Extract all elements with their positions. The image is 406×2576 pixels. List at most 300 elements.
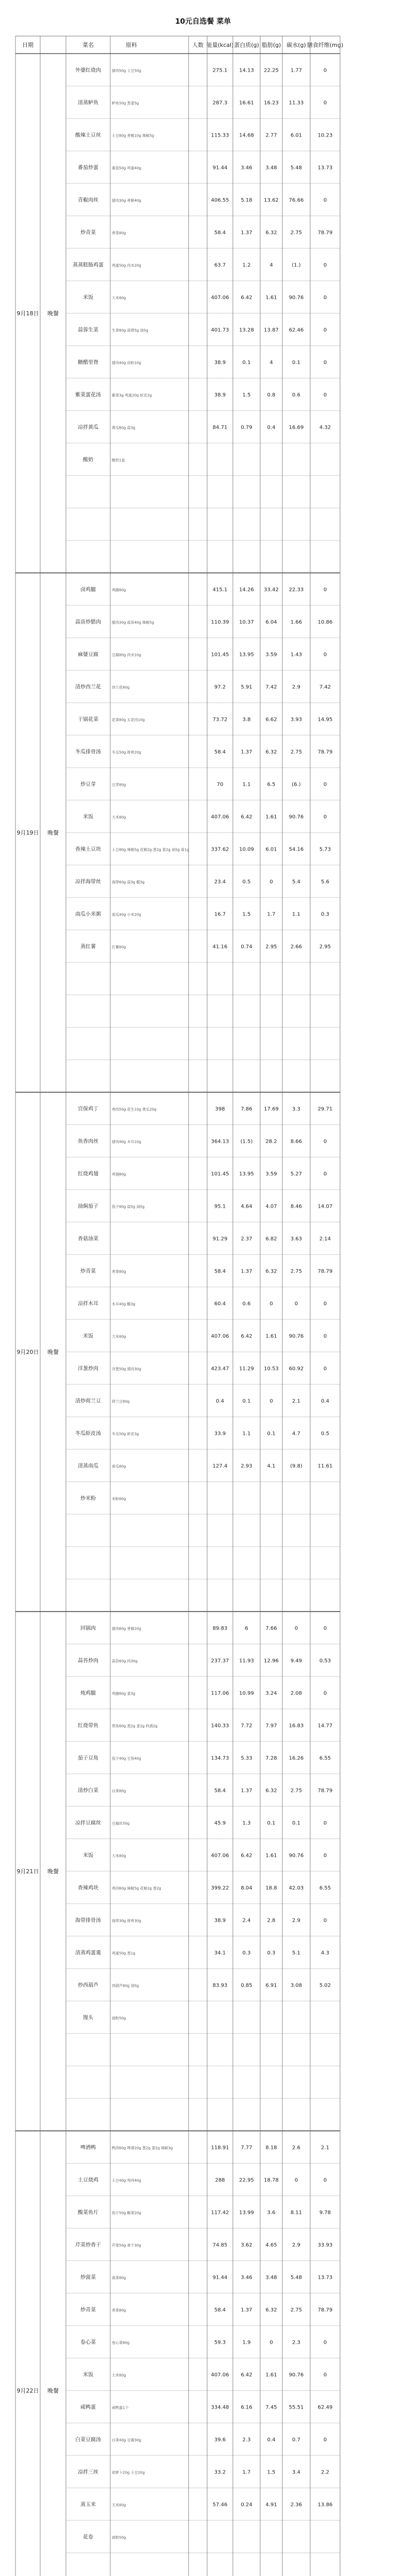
dish-ingredients: 鲈鱼50g 葱姜5g	[112, 101, 139, 106]
dish-fat: 6.82	[265, 1236, 277, 1242]
header-row	[22, 41, 343, 48]
dish-energy: 134.73	[211, 1755, 229, 1761]
dish-fiber: 78.79	[317, 230, 333, 236]
dish-energy: 38.9	[214, 360, 226, 366]
dish-ingredients: 大米80g	[112, 815, 126, 820]
dish-carb: 16.69	[289, 425, 304, 431]
dish-fiber: 5.02	[319, 1982, 331, 1989]
dish-protein: 0.1	[242, 360, 251, 366]
dish-fiber: 14.07	[317, 1204, 333, 1210]
dish-carb: 3.08	[290, 1982, 302, 1989]
dish-ingredients: 海带30g 排骨30g	[112, 1919, 141, 1923]
dish-name: 炒豆芽	[80, 782, 96, 788]
dish-fat: 0.1	[267, 1820, 276, 1826]
dish-name: 啤酒鸭	[80, 2145, 96, 2151]
dish-name: 蒜蓉生菜	[78, 327, 98, 333]
dish-fiber: 5.73	[319, 846, 331, 853]
dish-energy: 407.06	[211, 1853, 229, 1859]
dish-ingredients: 白菜80g	[112, 1789, 126, 1793]
dish-ingredients: 豆腐丝50g	[112, 1821, 130, 1826]
dish-protein: 11.29	[239, 1366, 254, 1372]
col-fiber-header: 膳食纤维(mg)	[307, 42, 344, 48]
dish-ingredients: 海带60g 蒜3g 醋3g	[112, 880, 145, 885]
dish-fiber: 6.55	[319, 1885, 331, 1891]
dish-name: 炒青菜	[80, 1268, 96, 1275]
dish-fiber: 13.86	[317, 2502, 333, 2508]
dish-energy: 33.9	[214, 1431, 226, 1437]
day-date: 9月19日	[16, 829, 39, 836]
dish-carb: 90.76	[289, 295, 304, 301]
dish-fiber: 33.93	[317, 2242, 333, 2248]
dish-fat: 2.77	[265, 132, 277, 139]
dish-name: 炖鸡腿	[80, 1690, 96, 1697]
dish-carb: 62.46	[289, 327, 304, 333]
dish-ingredients: 黄瓜60g 蒜3g	[112, 426, 136, 430]
dish-carb: 2.1	[292, 1398, 300, 1404]
dish-name: 干锅花菜	[78, 717, 98, 723]
dish-fat: 1.7	[267, 911, 276, 918]
dish-fat: 28.2	[265, 1139, 277, 1145]
dish-name: 米饭	[83, 1333, 93, 1340]
dish-protein: 7.77	[241, 2145, 252, 2151]
dish-fiber: 78.79	[317, 2307, 333, 2313]
dish-ingredients: 面粉50g	[112, 2535, 126, 2540]
dish-fat: 13.62	[264, 197, 279, 204]
dish-carb: 0.7	[292, 2437, 300, 2443]
day-meal: 晚餐	[47, 829, 59, 836]
dish-fat: 2.8	[267, 1918, 276, 1924]
dish-energy: 237.37	[211, 1658, 229, 1664]
dish-energy: 407.06	[211, 1333, 229, 1340]
dish-fat: 1.61	[265, 295, 277, 301]
dish-protein: 1.2	[242, 262, 251, 268]
dish-name: 蒸玉米	[80, 2502, 96, 2508]
dish-name: 米饭	[83, 1853, 93, 1859]
dish-fiber: 0	[323, 2372, 327, 2378]
dish-carb: 54.16	[289, 846, 304, 853]
dish-fat: 6.01	[265, 846, 277, 853]
dish-carb: 5.48	[290, 2275, 302, 2281]
dish-ingredients: 腊肉30g 蒜苗40g 辣椒5g	[112, 620, 155, 625]
dish-name: 白菜豆腐汤	[75, 2437, 101, 2443]
dish-protein: 8.04	[241, 1885, 252, 1891]
dish-fat: 16.23	[264, 100, 279, 106]
dish-carb: 90.76	[289, 814, 304, 820]
dish-ingredients: 鸡蛋50g 葱1g	[112, 1951, 136, 1956]
dish-protein: 3.46	[241, 2275, 252, 2281]
dish-name: 糖醋里脊	[78, 360, 98, 366]
dish-fiber: 29.71	[317, 1106, 333, 1112]
dish-protein: 2.3	[242, 2437, 251, 2443]
dish-fiber: 5.6	[321, 879, 329, 885]
dish-carb: 2.75	[290, 230, 302, 236]
dish-ingredients: 米粉80g	[112, 1497, 126, 1501]
dish-energy: 91.44	[212, 2275, 228, 2281]
dish-name: 清炒荷兰豆	[75, 1398, 101, 1404]
dish-carb: 2.9	[292, 2242, 300, 2248]
dish-carb: 0.1	[292, 1820, 300, 1826]
dish-name: 炒米粉	[80, 1496, 96, 1502]
dish-carb: 1.43	[290, 652, 302, 658]
col-protein-header: 蛋白质(g)	[234, 42, 259, 48]
dish-ingredients: 鸡腿80g 姜3g	[112, 1691, 136, 1696]
dish-name: 清炒西兰花	[75, 684, 101, 690]
dish-name: 咸鸭蛋	[80, 2404, 96, 2411]
dish-carb: 90.76	[289, 2372, 304, 2378]
dish-carb: 8.11	[290, 2210, 302, 2216]
dish-fat: 4.91	[265, 2502, 277, 2508]
dish-carb: 2.66	[290, 944, 302, 950]
dish-fiber: 10.23	[317, 132, 333, 139]
dish-ingredients: 大米80g	[112, 1334, 126, 1339]
dish-fiber: 0.53	[319, 1658, 331, 1664]
dish-name: 炒青菜	[80, 2307, 96, 2313]
dish-fat: 0.1	[267, 1431, 276, 1437]
dish-carb: 3.3	[292, 1106, 300, 1112]
dish-protein: 5.18	[241, 197, 252, 204]
dish-carb: 0.1	[292, 360, 300, 366]
dish-energy: 39.6	[214, 2437, 226, 2443]
dish-protein: 6.42	[241, 1333, 252, 1340]
dish-name: 馒头	[83, 2015, 93, 2021]
dish-ingredients: 生菜80g 蒜蓉5g 油5g	[112, 328, 148, 333]
dish-fiber: 0	[323, 262, 327, 268]
dish-energy: 110.39	[211, 619, 229, 625]
dish-name: 洋葱炒肉	[78, 1366, 98, 1372]
dish-energy: 287.3	[212, 100, 228, 106]
dish-fat: 4.07	[265, 1204, 277, 1210]
dish-energy: 97.2	[214, 684, 226, 690]
dish-energy: 95.1	[214, 1204, 226, 1210]
dish-ingredients: 紫菜3g 鸡蛋20g 虾皮2g	[112, 393, 152, 398]
dish-fiber: 2.2	[321, 2469, 329, 2476]
dish-energy: 16.7	[214, 911, 226, 918]
dish-protein: 4.64	[241, 1204, 252, 1210]
dish-carb: (1.)	[292, 262, 301, 268]
dish-name: 宫保鸡丁	[78, 1106, 98, 1112]
dish-energy: 59.3	[214, 2340, 226, 2346]
dish-name: 香辣土豆块	[75, 846, 101, 853]
dish-protein: (1.5)	[240, 1139, 253, 1145]
dish-carb: (6.)	[292, 782, 301, 788]
dish-protein: 0.6	[242, 1301, 251, 1307]
dish-ingredients: 酸奶1盒	[112, 458, 125, 463]
dish-ingredients: 玉米80g	[112, 2503, 126, 2507]
dish-carb: 2.9	[292, 1918, 300, 1924]
dish-fiber: 0	[323, 1690, 327, 1697]
day-meal: 晚餐	[47, 1868, 59, 1875]
dish-fiber: 0	[323, 392, 327, 398]
dish-ingredients: 土豆80g 辣椒5g 花椒2g 葱2g 姜2g 油5g 盐1g	[112, 848, 190, 852]
dish-fiber: 0	[323, 100, 327, 106]
dish-fat: 0.3	[267, 1950, 276, 1956]
dish-ingredients: 花菜80g 五花肉10g	[112, 718, 145, 722]
dish-ingredients: 洋葱50g 猪肉30g	[112, 1367, 141, 1371]
dish-protein: 1.5	[242, 392, 251, 398]
dish-fiber: 0	[323, 1820, 327, 1826]
dish-carb: 16.26	[289, 1755, 304, 1761]
dish-energy: 127.4	[212, 1463, 228, 1469]
dish-name: 红烧鸡翅	[78, 1171, 98, 1177]
dish-energy: 415.1	[212, 587, 228, 593]
dish-ingredients: 猪肉60g 青椒20g	[112, 1626, 141, 1631]
dish-protein: 1.37	[241, 230, 252, 236]
dish-fiber: 4.32	[319, 425, 331, 431]
dish-energy: 34.1	[214, 1950, 226, 1956]
dish-protein: 2.93	[241, 1463, 252, 1469]
dish-protein: 0.74	[241, 944, 252, 950]
dish-energy: 58.4	[214, 1788, 226, 1794]
dish-fat: 0	[269, 1398, 273, 1404]
col-dish-header: 菜名	[82, 42, 94, 48]
dish-ingredients: 猪肉40g 淀粉10g	[112, 361, 141, 365]
dish-fiber: 0	[323, 652, 327, 658]
dish-ingredients: 鸡蛋50g 肉末20g	[112, 263, 141, 268]
dish-fiber: 0	[323, 1301, 327, 1307]
dish-energy: 57.46	[212, 2502, 228, 2508]
dish-name: 卷心菜	[80, 2340, 96, 2346]
dish-fiber: 0	[323, 1333, 327, 1340]
dish-fiber: 6.55	[319, 1755, 331, 1761]
dish-fiber: 0	[323, 814, 327, 820]
dish-energy: 58.4	[214, 1268, 226, 1275]
dish-ingredients: 咸鸭蛋1个	[112, 2405, 129, 2410]
dish-fiber: 0	[323, 782, 327, 788]
dish-ingredients: 茄子80g 蒜5g 油5g	[112, 1205, 145, 1209]
dish-name: 土豆烧鸡	[78, 2177, 98, 2183]
dish-ingredients: 鸡翅80g	[112, 1172, 126, 1177]
dish-energy: 70	[216, 782, 224, 788]
dish-fat: 7.66	[265, 1625, 277, 1632]
dish-protein: 7.72	[241, 1723, 252, 1729]
dish-name: 米饭	[83, 814, 93, 820]
day-date: 9月21日	[16, 1868, 39, 1875]
dish-name: 鱼香肉丝	[78, 1139, 98, 1145]
dish-ingredients: 青菜80g	[112, 2308, 126, 2313]
dish-name: 蒸蒸糕肠鸡蛋	[73, 262, 104, 268]
dish-fat: 6.5	[267, 782, 276, 788]
dish-carb: 3.4	[292, 2469, 300, 2476]
dish-ingredients: 土豆40g 鸡肉40g	[112, 2178, 141, 2183]
dish-carb: 2.6	[292, 2145, 300, 2151]
dish-carb: 8.46	[290, 1204, 302, 1210]
dish-protein: 5.91	[241, 684, 252, 690]
dish-name: 炒青菜	[80, 230, 96, 236]
dish-energy: 117.42	[211, 2210, 229, 2216]
dish-protein: 11.93	[239, 1658, 254, 1664]
dish-carb: 2.3	[292, 2340, 300, 2346]
dish-carb: 2.75	[290, 1788, 302, 1794]
dish-fiber: 0	[323, 1625, 327, 1632]
dish-name: 蒸红薯	[80, 944, 96, 950]
dish-protein: 0.79	[241, 425, 252, 431]
dish-name: 凉拌海带丝	[75, 879, 101, 885]
dish-name: 清蒸南瓜	[78, 1463, 98, 1469]
dish-energy: 45.9	[214, 1820, 226, 1826]
dish-carb: 5.1	[292, 1950, 300, 1956]
dish-ingredients: 鸡肉50g 花生10g 黄瓜20g	[112, 1107, 157, 1112]
dish-fiber: 14.77	[317, 1723, 333, 1729]
dish-fiber: 0	[323, 1171, 327, 1177]
dish-fat: 0	[269, 879, 273, 885]
dish-energy: 118.91	[211, 2145, 229, 2151]
dish-name: 花卷	[83, 2534, 93, 2540]
dish-energy: 38.9	[214, 1918, 226, 1924]
dish-fiber: 0	[323, 2437, 327, 2443]
dish-fat: 3.48	[265, 165, 277, 171]
dish-protein: 1.9	[242, 2340, 251, 2346]
dish-ingredients: 猪肉50g 土豆50g	[112, 69, 141, 73]
dish-carb: 0	[294, 1301, 298, 1307]
dish-fiber: 0.5	[321, 1431, 329, 1437]
dish-carb: 90.76	[289, 1853, 304, 1859]
dish-energy: 84.71	[212, 425, 228, 431]
dish-energy: 33.2	[214, 2469, 226, 2476]
dish-energy: 423.47	[211, 1366, 229, 1372]
dish-carb: 16.83	[289, 1723, 304, 1729]
dish-fiber: 0	[323, 587, 327, 593]
dish-carb: 6.01	[290, 132, 302, 139]
dish-protein: 5.33	[241, 1755, 252, 1761]
dish-name: 外婆红烧肉	[75, 67, 101, 74]
dish-ingredients: 番茄50g 鸡蛋40g	[112, 166, 141, 171]
dish-fat: 4.65	[265, 2242, 277, 2248]
dish-name: 蒜苔炒肉	[78, 1658, 98, 1664]
dish-energy: 89.83	[212, 1625, 228, 1632]
dish-fat: 12.96	[264, 1658, 279, 1664]
grid-lines	[15, 36, 340, 2576]
dish-fiber: 62.49	[317, 2404, 333, 2411]
dish-energy: 334.48	[211, 2404, 229, 2411]
dish-carb: 2.75	[290, 749, 302, 755]
dish-name: 冬瓜虾皮汤	[75, 1431, 101, 1437]
dish-fiber: 0	[323, 1366, 327, 1372]
dish-name: 紫菜蛋花汤	[75, 392, 101, 398]
dish-energy: 288	[215, 2177, 225, 2183]
dish-protein: 13.95	[239, 1171, 254, 1177]
dish-fat: 18.78	[264, 2177, 279, 2183]
dish-protein: 1.3	[242, 1820, 251, 1826]
col-carb-header: 碳水(g)	[286, 42, 306, 48]
dish-ingredients: 菠菜80g	[112, 2276, 126, 2280]
dish-ingredients: 芹菜50g 香干30g	[112, 2243, 141, 2248]
dish-energy: 41.16	[212, 944, 228, 950]
dish-carb: 5.48	[290, 165, 302, 171]
dish-ingredients: 猪肉30g 青椒40g	[112, 198, 141, 203]
dish-fiber: 0.4	[321, 1398, 329, 1404]
dish-fat: 3.59	[265, 1171, 277, 1177]
dish-fat: 22.25	[264, 67, 279, 74]
dish-ingredients: 木耳40g 醋3g	[112, 1302, 136, 1307]
dish-name: 米饭	[83, 295, 93, 301]
dish-fiber: 0	[323, 360, 327, 366]
dish-energy: 23.4	[214, 879, 226, 885]
dish-fat: 4.1	[267, 1463, 276, 1469]
dish-name: 香菇油菜	[78, 1236, 98, 1242]
dish-fat: 3.48	[265, 2275, 277, 2281]
dish-carb: 2.75	[290, 1268, 302, 1275]
dish-protein: 0.24	[241, 2502, 252, 2508]
dish-ingredients: 鸡腿80g	[112, 588, 126, 592]
dish-fiber: 13.73	[317, 2275, 333, 2281]
dish-energy: 58.4	[214, 749, 226, 755]
dish-fat: 6.32	[265, 1788, 277, 1794]
dish-name: 麻婆豆腐	[78, 652, 98, 658]
dish-fiber: 14.95	[317, 717, 333, 723]
dish-energy: 63.7	[214, 262, 226, 268]
dish-energy: 407.06	[211, 295, 229, 301]
dish-fat: 1.61	[265, 1853, 277, 1859]
dish-fat: 3.59	[265, 652, 277, 658]
dish-ingredients: 面粉50g	[112, 2016, 126, 2021]
dish-energy: 101.45	[211, 652, 229, 658]
day-meal: 晚餐	[47, 1349, 59, 1355]
dish-ingredients: 鸭肉60g 啤酒20g 葱2g 姜2g 辣椒3g	[112, 2146, 173, 2150]
dish-ingredients: 南瓜80g	[112, 1464, 126, 1469]
dish-protein: 7.86	[241, 1106, 252, 1112]
dish-name: 酸菜鱼片	[78, 2210, 98, 2216]
dish-protein: 2.37	[241, 1236, 252, 1242]
dish-ingredients: 荷兰豆80g	[112, 1399, 130, 1404]
dish-fiber: 0	[323, 67, 327, 74]
dish-protein: 1.1	[242, 782, 251, 788]
dish-energy: 407.06	[211, 814, 229, 820]
dish-protein: 13.99	[239, 2210, 254, 2216]
dish-name: 冬瓜排骨汤	[75, 749, 101, 755]
dish-protein: 1.37	[241, 1788, 252, 1794]
dish-protein: 1.7	[242, 2469, 251, 2476]
dish-fat: 1.61	[265, 2372, 277, 2378]
sheet-title: 10元自选餐 菜单	[175, 18, 231, 26]
dish-fat: 3.24	[265, 1690, 277, 1697]
dish-fat: 8.18	[265, 2145, 277, 2151]
dish-protein: 2.4	[242, 1918, 251, 1924]
dish-ingredients: 青菜80g	[112, 231, 126, 235]
dish-name: 凉拌木耳	[78, 1301, 98, 1307]
dish-fat: 1.61	[265, 814, 277, 820]
dish-fat: 0.8	[267, 392, 276, 398]
dish-name: 酸辣土豆丝	[75, 132, 101, 139]
dish-protein: 0.85	[241, 1982, 252, 1989]
dish-protein: 3.8	[242, 717, 251, 723]
dish-carb: 60.92	[289, 1366, 304, 1372]
dish-carb: 1.77	[290, 67, 302, 74]
dish-fiber: 0	[323, 2177, 327, 2183]
dish-protein: 22.95	[239, 2177, 254, 2183]
dish-fat: 0.4	[267, 425, 276, 431]
dish-fat: 7.97	[265, 1723, 277, 1729]
dish-fat: 7.42	[265, 684, 277, 690]
dish-energy: 406.55	[211, 197, 229, 204]
dish-name: 香辣鸡块	[78, 1885, 98, 1891]
dish-fiber: 0	[323, 2340, 327, 2346]
dish-name: 清炒白菜	[78, 1788, 98, 1794]
dish-protein: 14.68	[239, 132, 254, 139]
col-fat-header: 脂肪(g)	[261, 42, 281, 48]
dish-carb: 0.6	[292, 392, 300, 398]
dish-carb: 0	[294, 1625, 298, 1632]
dish-ingredients: 猪肉40g 木耳10g	[112, 1140, 141, 1144]
dish-carb: 1.1	[292, 911, 300, 918]
dish-energy: 140.33	[211, 1723, 229, 1729]
dish-protein: 10.37	[239, 619, 254, 625]
dish-fat: 10.53	[264, 1366, 279, 1372]
dish-fat: 6.91	[265, 1982, 277, 1989]
dish-carb: 2.08	[290, 1690, 302, 1697]
dish-energy: 83.93	[212, 1982, 228, 1989]
dish-protein: 6	[245, 1625, 248, 1632]
dish-name: 青椒肉丝	[78, 197, 98, 204]
